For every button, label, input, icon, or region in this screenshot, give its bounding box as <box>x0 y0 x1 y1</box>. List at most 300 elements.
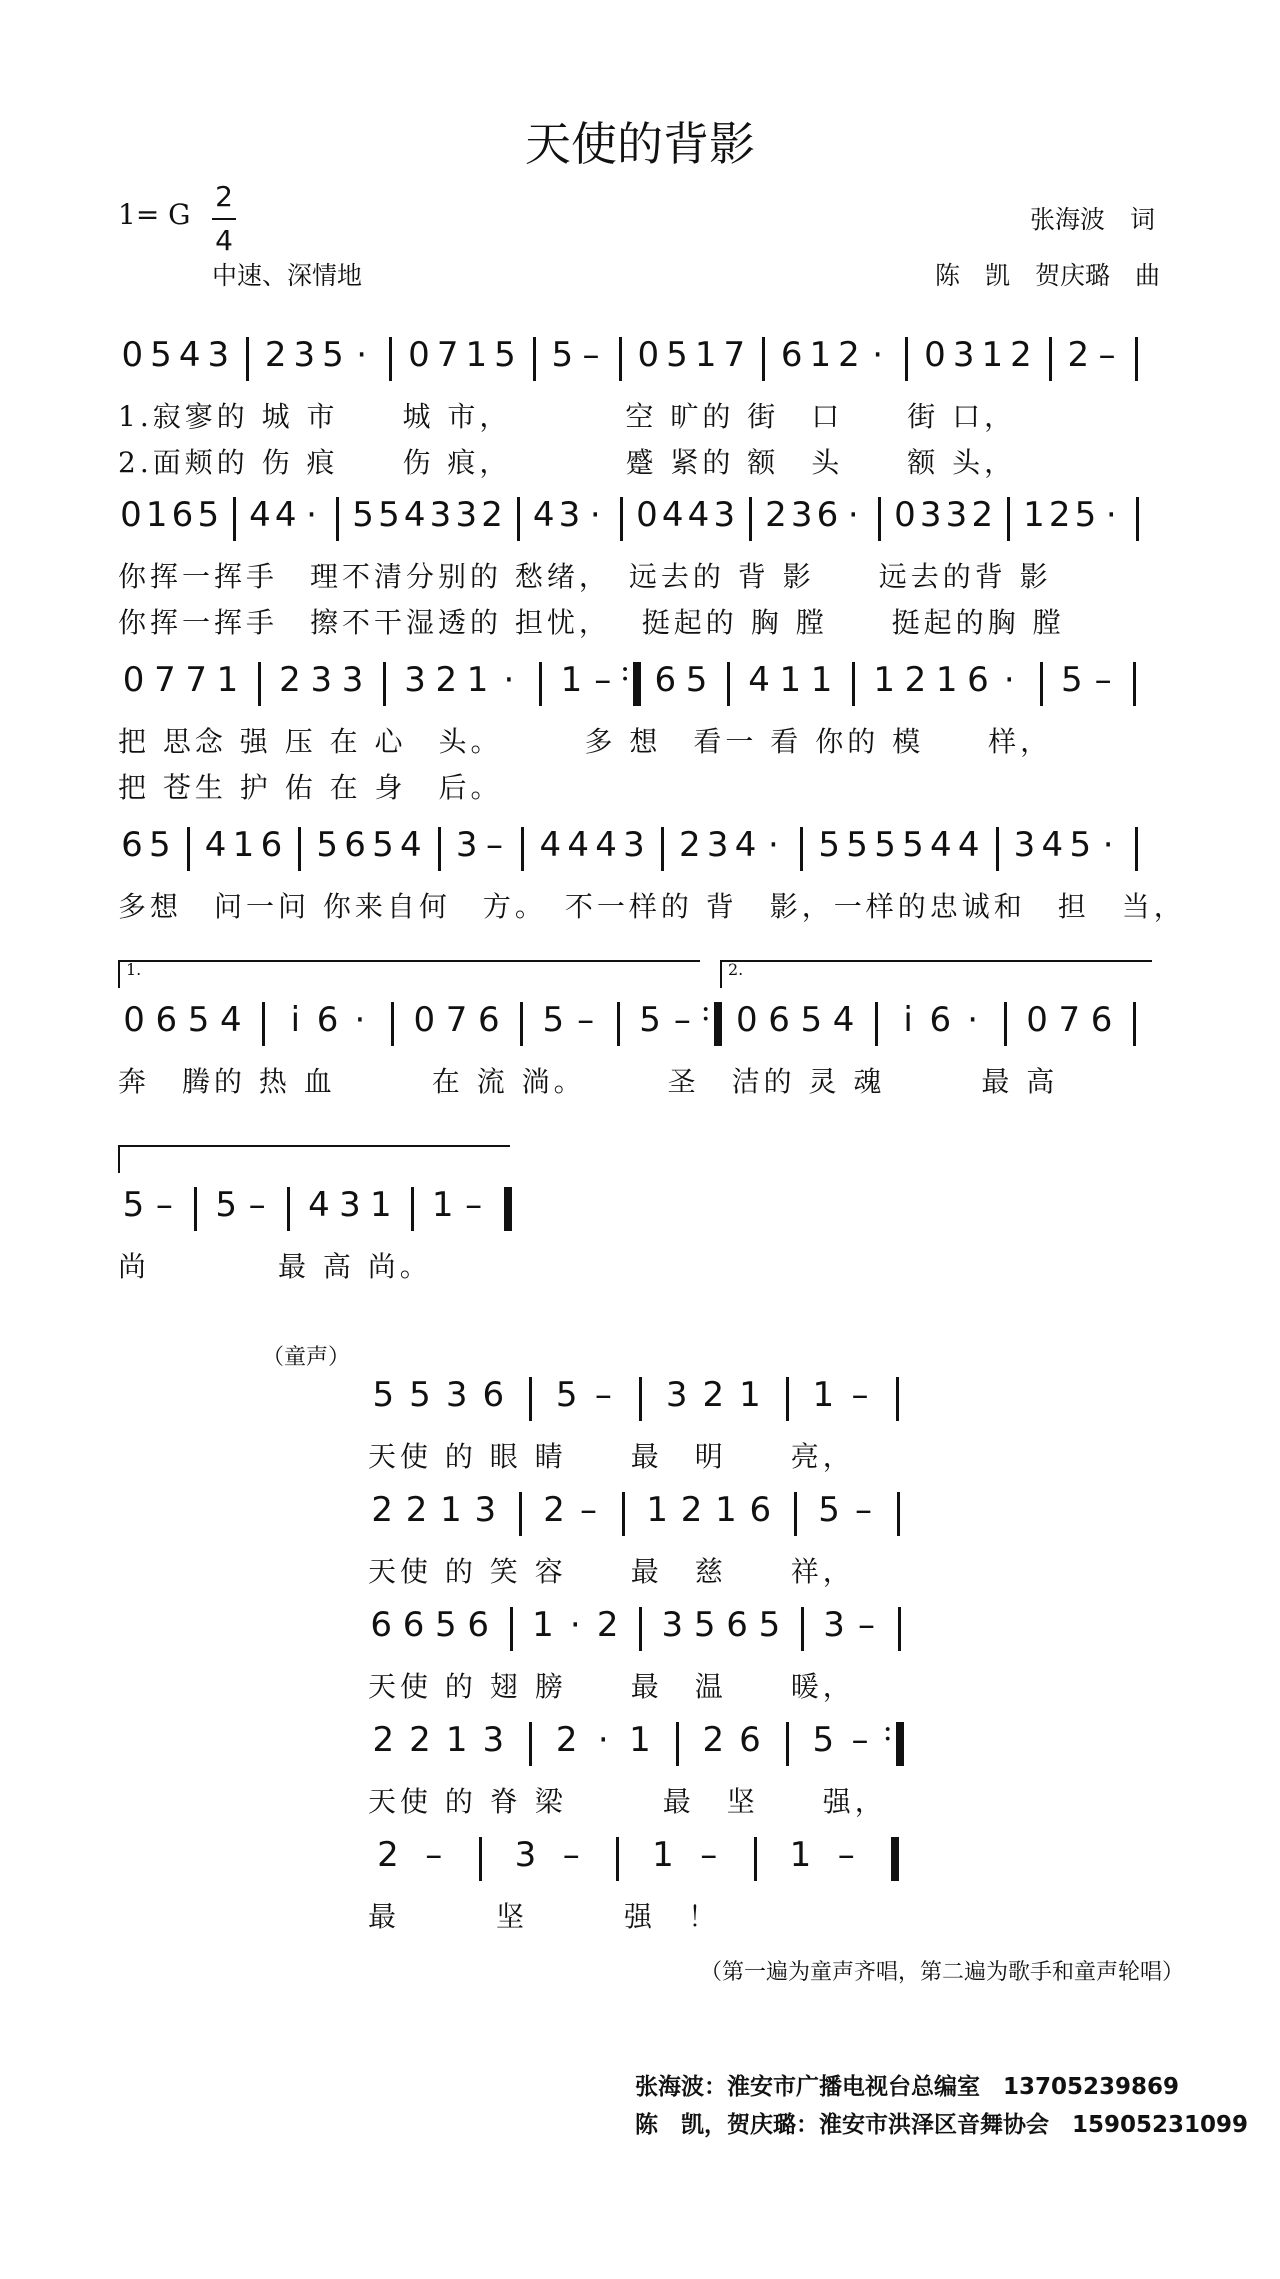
row-2-note: 4 <box>661 495 684 535</box>
chorus-row-4-note: – <box>851 1720 869 1760</box>
row-2-note: 0 <box>120 495 142 535</box>
chorus-row-4-note: 2 <box>372 1720 395 1760</box>
row-1-barline <box>905 337 908 381</box>
chorus-row-1-note: 5 <box>409 1375 431 1415</box>
row-1-note: 2 <box>1067 335 1090 375</box>
row-2-barline <box>1007 497 1010 541</box>
row-6-lyrics-verse-1: 尚 最 高 尚。 <box>118 1250 432 1283</box>
chorus-row-2-note: 2 <box>680 1490 703 1530</box>
chorus-row-2-note: 3 <box>474 1490 497 1530</box>
row-5-note: · <box>967 1000 979 1040</box>
row-1-note: 3 <box>293 335 316 375</box>
row-3-barline <box>1133 662 1136 706</box>
volta-1-label: 1. <box>126 960 142 979</box>
row-2-note: · <box>847 495 859 535</box>
row-3-note: 3 <box>404 660 426 700</box>
row-5-barline <box>1004 1002 1007 1046</box>
row-1-note: 5 <box>322 335 344 375</box>
chorus-row-3-note: 6 <box>402 1605 425 1645</box>
row-2-barline <box>517 497 520 541</box>
row-1-barline <box>246 337 249 381</box>
row-4-note: 3 <box>623 825 645 865</box>
chorus-row-4-note: · <box>597 1720 609 1760</box>
row-3-note: 1 <box>810 660 833 700</box>
chorus-row-5-note: 1 <box>652 1835 674 1875</box>
row-2-note: 3 <box>945 495 968 535</box>
row-6-barline <box>411 1187 414 1231</box>
row-2-note: 5 <box>352 495 374 535</box>
row-5-barline <box>875 1002 878 1046</box>
row-5-note: 0 <box>736 1000 758 1040</box>
chorus-row-3-note: 6 <box>467 1605 490 1645</box>
row-5-note: 6 <box>316 1000 339 1040</box>
row-3-note: 4 <box>748 660 770 700</box>
row-5-note: 0 <box>123 1000 145 1040</box>
row-2-barline <box>749 497 752 541</box>
chorus-row-1-barline <box>896 1377 899 1421</box>
chorus-row-1-note: – <box>594 1375 612 1415</box>
tempo-marking: 中速、深情地 <box>212 261 363 290</box>
volta-2-label: 2. <box>728 960 744 979</box>
row-2-note: 2 <box>1048 495 1071 535</box>
row-4-note: 3 <box>455 825 478 865</box>
row-3-note: 2 <box>904 660 927 700</box>
chorus-row-2-note: – <box>854 1490 872 1530</box>
row-5-note: 6 <box>478 1000 500 1040</box>
chorus-row-3-note: · <box>569 1605 581 1645</box>
row-3-note: 2 <box>435 660 458 700</box>
chorus-row-4-lyrics: 天使 的 脊 梁 最 坚 强， <box>368 1785 887 1818</box>
row-2-barline <box>233 497 236 541</box>
row-4-note: 5 <box>902 825 924 865</box>
row-5-note: 5 <box>542 1000 565 1040</box>
row-1-note: 0 <box>121 335 144 375</box>
chorus-row-3-note: – <box>857 1605 875 1645</box>
row-3-lyrics-verse-2: 把 苍生 护 佑 在 身 后。 <box>118 771 503 804</box>
chorus-row-1-note: – <box>851 1375 869 1415</box>
time-signature <box>212 178 236 260</box>
row-1-barline <box>1049 337 1052 381</box>
chorus-row-3-note: 5 <box>693 1605 716 1645</box>
row-3-note: 1 <box>560 660 583 700</box>
chorus-row-2-note: 6 <box>749 1490 772 1530</box>
row-1-note: 0 <box>924 335 946 375</box>
row-2-note: 2 <box>971 495 994 535</box>
row-2-note: 0 <box>894 495 916 535</box>
row-5-note: 5 <box>639 1000 661 1040</box>
row-4-note: 1 <box>232 825 255 865</box>
row-5-note: 5 <box>187 1000 210 1040</box>
time-signature-top: 2 <box>215 180 233 213</box>
row-6-note: 1 <box>431 1185 454 1225</box>
chorus-row-5-lyrics: 最 坚 强 ！ <box>368 1900 721 1933</box>
row-4-note: 5 <box>846 825 868 865</box>
row-1-note: 0 <box>408 335 430 375</box>
row-3-barline <box>1040 662 1043 706</box>
row-2-note: · <box>589 495 601 535</box>
row-1-note: 1 <box>981 335 1004 375</box>
row-4-note: 5 <box>372 825 394 865</box>
row-4-note: 5 <box>818 825 841 865</box>
chorus-row-1-note: 1 <box>739 1375 761 1415</box>
row-3-note: 0 <box>122 660 145 700</box>
row-6-barline <box>504 1187 512 1231</box>
chorus-row-3-note: 2 <box>596 1605 619 1645</box>
row-5-note: 0 <box>413 1000 436 1040</box>
chorus-row-2-barline <box>622 1492 625 1536</box>
row-2-note: · <box>1105 495 1117 535</box>
row-4-note: 4 <box>957 825 980 865</box>
row-2-note: 0 <box>636 495 658 535</box>
chorus-row-3-lyrics: 天使 的 翅 膀 最 温 暖， <box>368 1670 855 1703</box>
credit-line-2: 陈 凯，贺庆璐：淮安市洪泽区音舞协会 15905231099 <box>635 2112 1249 2138</box>
row-1-note: 5 <box>150 335 172 375</box>
composer: 陈 凯 贺庆璐 曲 <box>935 261 1161 290</box>
row-4-note: 4 <box>595 825 617 865</box>
row-4-barline <box>661 827 664 871</box>
chorus-row-2-note: 2 <box>405 1490 428 1530</box>
chorus-row-1-note: 2 <box>702 1375 725 1415</box>
chorus-row-4-note: 6 <box>739 1720 761 1760</box>
row-4-barline <box>1135 827 1138 871</box>
row-5-note: 7 <box>445 1000 468 1040</box>
chorus-row-2-note: – <box>579 1490 597 1530</box>
chorus-row-2-barline <box>794 1492 797 1536</box>
row-6-note: 5 <box>122 1185 145 1225</box>
chorus-row-1-lyrics: 天使 的 眼 睛 最 明 亮， <box>368 1440 855 1473</box>
chorus-row-2-barline <box>519 1492 522 1536</box>
chorus-row-5-barline <box>754 1837 757 1881</box>
row-5-note: 6 <box>768 1000 790 1040</box>
key-signature: 1= G <box>118 198 191 231</box>
chorus-row-5-barline <box>479 1837 482 1881</box>
row-2-note: 6 <box>171 495 194 535</box>
row-5-note: i <box>290 1000 301 1040</box>
row-4-note: 5 <box>1069 825 1092 865</box>
row-1-barline <box>619 337 622 381</box>
row-4-note: 4 <box>929 825 952 865</box>
row-4-note: 2 <box>678 825 701 865</box>
row-2-note: 3 <box>790 495 813 535</box>
row-1-note: · <box>356 335 368 375</box>
chorus-note: （第一遍为童声齐唱，第二遍为歌手和童声轮唱） <box>700 1960 1185 1985</box>
row-5-note: 6 <box>155 1000 178 1040</box>
row-4-barline <box>996 827 999 871</box>
row-1-barline <box>762 337 765 381</box>
row-2-note: 6 <box>816 495 839 535</box>
credit-line-1: 张海波：淮安市广播电视台总编室 13705239869 <box>635 2074 1180 2100</box>
row-3-note: 6 <box>967 660 989 700</box>
chorus-row-5-barline <box>891 1837 899 1881</box>
row-2-barline <box>336 497 339 541</box>
chorus-row-4-barline <box>676 1722 679 1766</box>
row-5-note: 6 <box>1090 1000 1113 1040</box>
chorus-row-1-note: 3 <box>445 1375 468 1415</box>
row-2-note: 4 <box>532 495 555 535</box>
row-1-note: 6 <box>780 335 803 375</box>
row-5-barline <box>1133 1002 1136 1046</box>
chorus-row-3-note: 6 <box>726 1605 748 1645</box>
chorus-row-1-barline <box>529 1377 532 1421</box>
row-1-note: 3 <box>207 335 230 375</box>
row-2-note: 1 <box>145 495 168 535</box>
row-4-note: 4 <box>1041 825 1064 865</box>
row-6-barline <box>194 1187 197 1231</box>
row-3-note: · <box>1003 660 1015 700</box>
chorus-row-3-note: 6 <box>370 1605 392 1645</box>
row-2-note: 4 <box>403 495 426 535</box>
row-2-note: 4 <box>687 495 710 535</box>
time-signature-bottom: 4 <box>215 224 233 257</box>
row-4-note: 4 <box>204 825 227 865</box>
row-4-note: 4 <box>734 825 757 865</box>
chorus-row-2-note: 5 <box>818 1490 840 1530</box>
row-1-note: 5 <box>551 335 574 375</box>
row-6-note: 1 <box>370 1185 392 1225</box>
row-4-note: 4 <box>567 825 590 865</box>
row-5-repeat-dots: : <box>700 993 711 1028</box>
row-1-note: 2 <box>838 335 860 375</box>
chorus-row-3-note: 5 <box>435 1605 457 1645</box>
row-2-note: 5 <box>378 495 400 535</box>
chorus-row-1-note: 3 <box>665 1375 688 1415</box>
row-4-note: 5 <box>874 825 896 865</box>
row-1-note: 2 <box>264 335 287 375</box>
row-2-note: 3 <box>429 495 452 535</box>
row-6-note: – <box>465 1185 483 1225</box>
row-6-note: – <box>155 1185 173 1225</box>
row-1-note: 3 <box>952 335 975 375</box>
row-4-note: 4 <box>400 825 422 865</box>
row-3-barline <box>539 662 542 706</box>
chorus-row-3-note: 3 <box>823 1605 845 1645</box>
chorus-row-3-note: 3 <box>661 1605 684 1645</box>
chorus-row-4-note: 3 <box>482 1720 505 1760</box>
row-2-note: 5 <box>197 495 220 535</box>
row-1-note: – <box>582 335 600 375</box>
row-5-lyrics-verse-1: 奔 腾的 热 血 在 流 淌。 圣 洁的 灵 魂 最 高 <box>118 1065 1059 1098</box>
row-3-lyrics-verse-1: 把 思念 强 压 在 心 头。 多 想 看一 看 你的 模 样， <box>118 725 1053 758</box>
chorus-row-4-barline <box>896 1722 904 1766</box>
row-2-lyrics-verse-1: 你挥一挥手 理不清分别的 愁绪， 远去的 背 影 远去的背 影 <box>118 560 1052 593</box>
chorus-row-5-barline <box>616 1837 619 1881</box>
chorus-row-1-note: 5 <box>555 1375 578 1415</box>
chorus-row-3-note: 1 <box>532 1605 554 1645</box>
row-3-barline <box>852 662 855 706</box>
volta-bracket-continuation <box>118 1145 510 1173</box>
row-3-note: 3 <box>310 660 333 700</box>
lyricist: 张海波 词 <box>1030 205 1156 234</box>
chorus-row-5-note: – <box>700 1835 718 1875</box>
row-5-note: i <box>903 1000 913 1040</box>
row-3-note: 2 <box>279 660 301 700</box>
row-2-note: 3 <box>455 495 478 535</box>
row-2-note: 2 <box>765 495 787 535</box>
chorus-row-2-note: 2 <box>371 1490 394 1530</box>
row-3-note: 3 <box>341 660 364 700</box>
row-1-note: 0 <box>637 335 660 375</box>
chorus-row-3-barline <box>639 1607 642 1651</box>
row-2-note: 3 <box>919 495 942 535</box>
chorus-row-4-note: 5 <box>812 1720 835 1760</box>
chorus-row-1-note: 5 <box>372 1375 395 1415</box>
row-4-note: 3 <box>1013 825 1036 865</box>
chorus-row-4-note: 2 <box>702 1720 725 1760</box>
row-3-note: – <box>1094 660 1112 700</box>
row-3-note: 1 <box>466 660 489 700</box>
row-3-note: · <box>503 660 515 700</box>
row-2-note: 3 <box>713 495 736 535</box>
chorus-row-1-barline <box>786 1377 789 1421</box>
row-6-note: 4 <box>308 1185 330 1225</box>
row-4-note: 6 <box>260 825 283 865</box>
row-3-barline <box>383 662 386 706</box>
row-1-note: 4 <box>178 335 201 375</box>
row-2-note: 4 <box>274 495 297 535</box>
row-1-note: 7 <box>436 335 459 375</box>
row-4-barline <box>800 827 803 871</box>
volta-bracket-1 <box>118 960 700 988</box>
row-5-barline <box>617 1002 620 1046</box>
row-5-barline <box>520 1002 523 1046</box>
row-1-note: 1 <box>694 335 717 375</box>
chorus-row-3-barline <box>510 1607 513 1651</box>
row-1-barline <box>533 337 536 381</box>
row-1-note: 2 <box>1010 335 1032 375</box>
row-2-note: · <box>306 495 317 535</box>
chorus-row-4-note: 2 <box>409 1720 431 1760</box>
row-1-note: 5 <box>494 335 516 375</box>
chorus-row-4-barline <box>786 1722 789 1766</box>
row-3-note: 1 <box>216 660 239 700</box>
row-3-note: 5 <box>685 660 708 700</box>
row-5-note: 5 <box>800 1000 823 1040</box>
row-3-note: 7 <box>185 660 207 700</box>
row-5-note: 4 <box>220 1000 242 1040</box>
row-3-note: 1 <box>935 660 958 700</box>
row-3-barline <box>633 662 641 706</box>
row-3-note: 7 <box>154 660 176 700</box>
row-4-barline <box>298 827 301 871</box>
chorus-row-5-note: 1 <box>789 1835 812 1875</box>
row-4-note: 3 <box>706 825 729 865</box>
chorus-row-2-note: 1 <box>440 1490 462 1530</box>
chorus-row-5-note: 2 <box>377 1835 399 1875</box>
chorus-row-2-barline <box>897 1492 900 1536</box>
row-5-note: · <box>354 1000 366 1040</box>
chorus-row-3-barline <box>801 1607 804 1651</box>
row-5-note: 7 <box>1058 1000 1081 1040</box>
chorus-row-2-note: 1 <box>646 1490 669 1530</box>
row-1-note: 1 <box>465 335 488 375</box>
chorus-row-3-note: 5 <box>758 1605 781 1645</box>
row-3-repeat-dots: : <box>620 653 631 688</box>
row-1-lyrics-verse-1: 1.寂寥的 城 市 城 市， 空 旷的 街 口 街 口， <box>118 400 1017 433</box>
row-1-note: 5 <box>666 335 688 375</box>
chorus-row-4-note: 2 <box>555 1720 578 1760</box>
chorus-label: （童声） <box>262 1345 351 1370</box>
row-1-note: · <box>872 335 884 375</box>
row-4-lyrics-verse-1: 多想 问一问 你来自何 方。 不一样的 背 影，一样的忠诚和 担 当， <box>118 890 1186 923</box>
row-6-note: – <box>248 1185 266 1225</box>
row-2-lyrics-verse-2: 你挥一挥手 擦不干湿透的 担忧， 挺起的 胸 膛 挺起的胸 膛 <box>118 606 1065 639</box>
row-2-note: 4 <box>249 495 271 535</box>
row-2-barline <box>620 497 623 541</box>
row-5-note: 6 <box>929 1000 952 1040</box>
row-5-note: 4 <box>832 1000 855 1040</box>
row-5-note: – <box>673 1000 691 1040</box>
chorus-row-2-note: 2 <box>543 1490 565 1530</box>
row-4-note: 6 <box>121 825 143 865</box>
row-1-barline <box>389 337 392 381</box>
row-6-barline <box>287 1187 290 1231</box>
chorus-row-4-repeat-dots: : <box>882 1713 893 1748</box>
row-4-note: – <box>486 825 504 865</box>
row-2-note: 5 <box>1074 495 1097 535</box>
row-2-note: 1 <box>1023 495 1045 535</box>
row-3-barline <box>727 662 730 706</box>
row-4-note: 6 <box>344 825 366 865</box>
row-4-note: 4 <box>539 825 562 865</box>
row-2-note: 3 <box>558 495 581 535</box>
song-title: 天使的背影 <box>525 117 755 171</box>
row-5-note: – <box>577 1000 595 1040</box>
chorus-row-5-note: – <box>425 1835 443 1875</box>
row-4-note: 5 <box>316 825 339 865</box>
chorus-row-4-note: 1 <box>629 1720 651 1760</box>
row-1-note: 1 <box>809 335 832 375</box>
chorus-row-5-note: – <box>562 1835 580 1875</box>
chorus-row-5-note: 3 <box>514 1835 537 1875</box>
chorus-row-5-note: – <box>837 1835 855 1875</box>
row-1-note: – <box>1098 335 1116 375</box>
row-4-note: · <box>768 825 779 865</box>
row-1-lyrics-verse-2: 2.面颊的 伤 痕 伤 痕， 蹙 紧的 额 头 额 头， <box>118 446 1017 479</box>
chorus-row-2-note: 1 <box>715 1490 737 1530</box>
row-6-note: 3 <box>339 1185 361 1225</box>
chorus-row-4-barline <box>529 1722 532 1766</box>
row-1-barline <box>1135 337 1138 381</box>
row-3-note: 1 <box>779 660 802 700</box>
row-6-note: 5 <box>215 1185 238 1225</box>
chorus-row-2-lyrics: 天使 的 笑 容 最 慈 祥， <box>368 1555 855 1588</box>
row-5-barline <box>391 1002 394 1046</box>
row-4-note: 5 <box>149 825 171 865</box>
row-5-barline <box>262 1002 265 1046</box>
row-5-barline <box>714 1002 722 1046</box>
row-2-barline <box>878 497 881 541</box>
row-3-barline <box>258 662 261 706</box>
chorus-row-3-barline <box>898 1607 901 1651</box>
row-3-note: – <box>594 660 612 700</box>
row-1-note: 7 <box>723 335 746 375</box>
row-4-barline <box>521 827 524 871</box>
row-5-note: 0 <box>1026 1000 1048 1040</box>
chorus-row-1-note: 6 <box>482 1375 505 1415</box>
row-4-note: · <box>1102 825 1114 865</box>
row-4-barline <box>187 827 190 871</box>
chorus-row-4-note: 1 <box>445 1720 468 1760</box>
row-2-barline <box>1136 497 1139 541</box>
chorus-row-1-barline <box>639 1377 642 1421</box>
row-2-note: 2 <box>481 495 503 535</box>
chorus-row-1-note: 1 <box>812 1375 835 1415</box>
row-3-note: 1 <box>873 660 895 700</box>
row-4-barline <box>438 827 441 871</box>
row-3-note: 6 <box>654 660 677 700</box>
volta-bracket-2 <box>720 960 1152 988</box>
row-3-note: 5 <box>1060 660 1083 700</box>
